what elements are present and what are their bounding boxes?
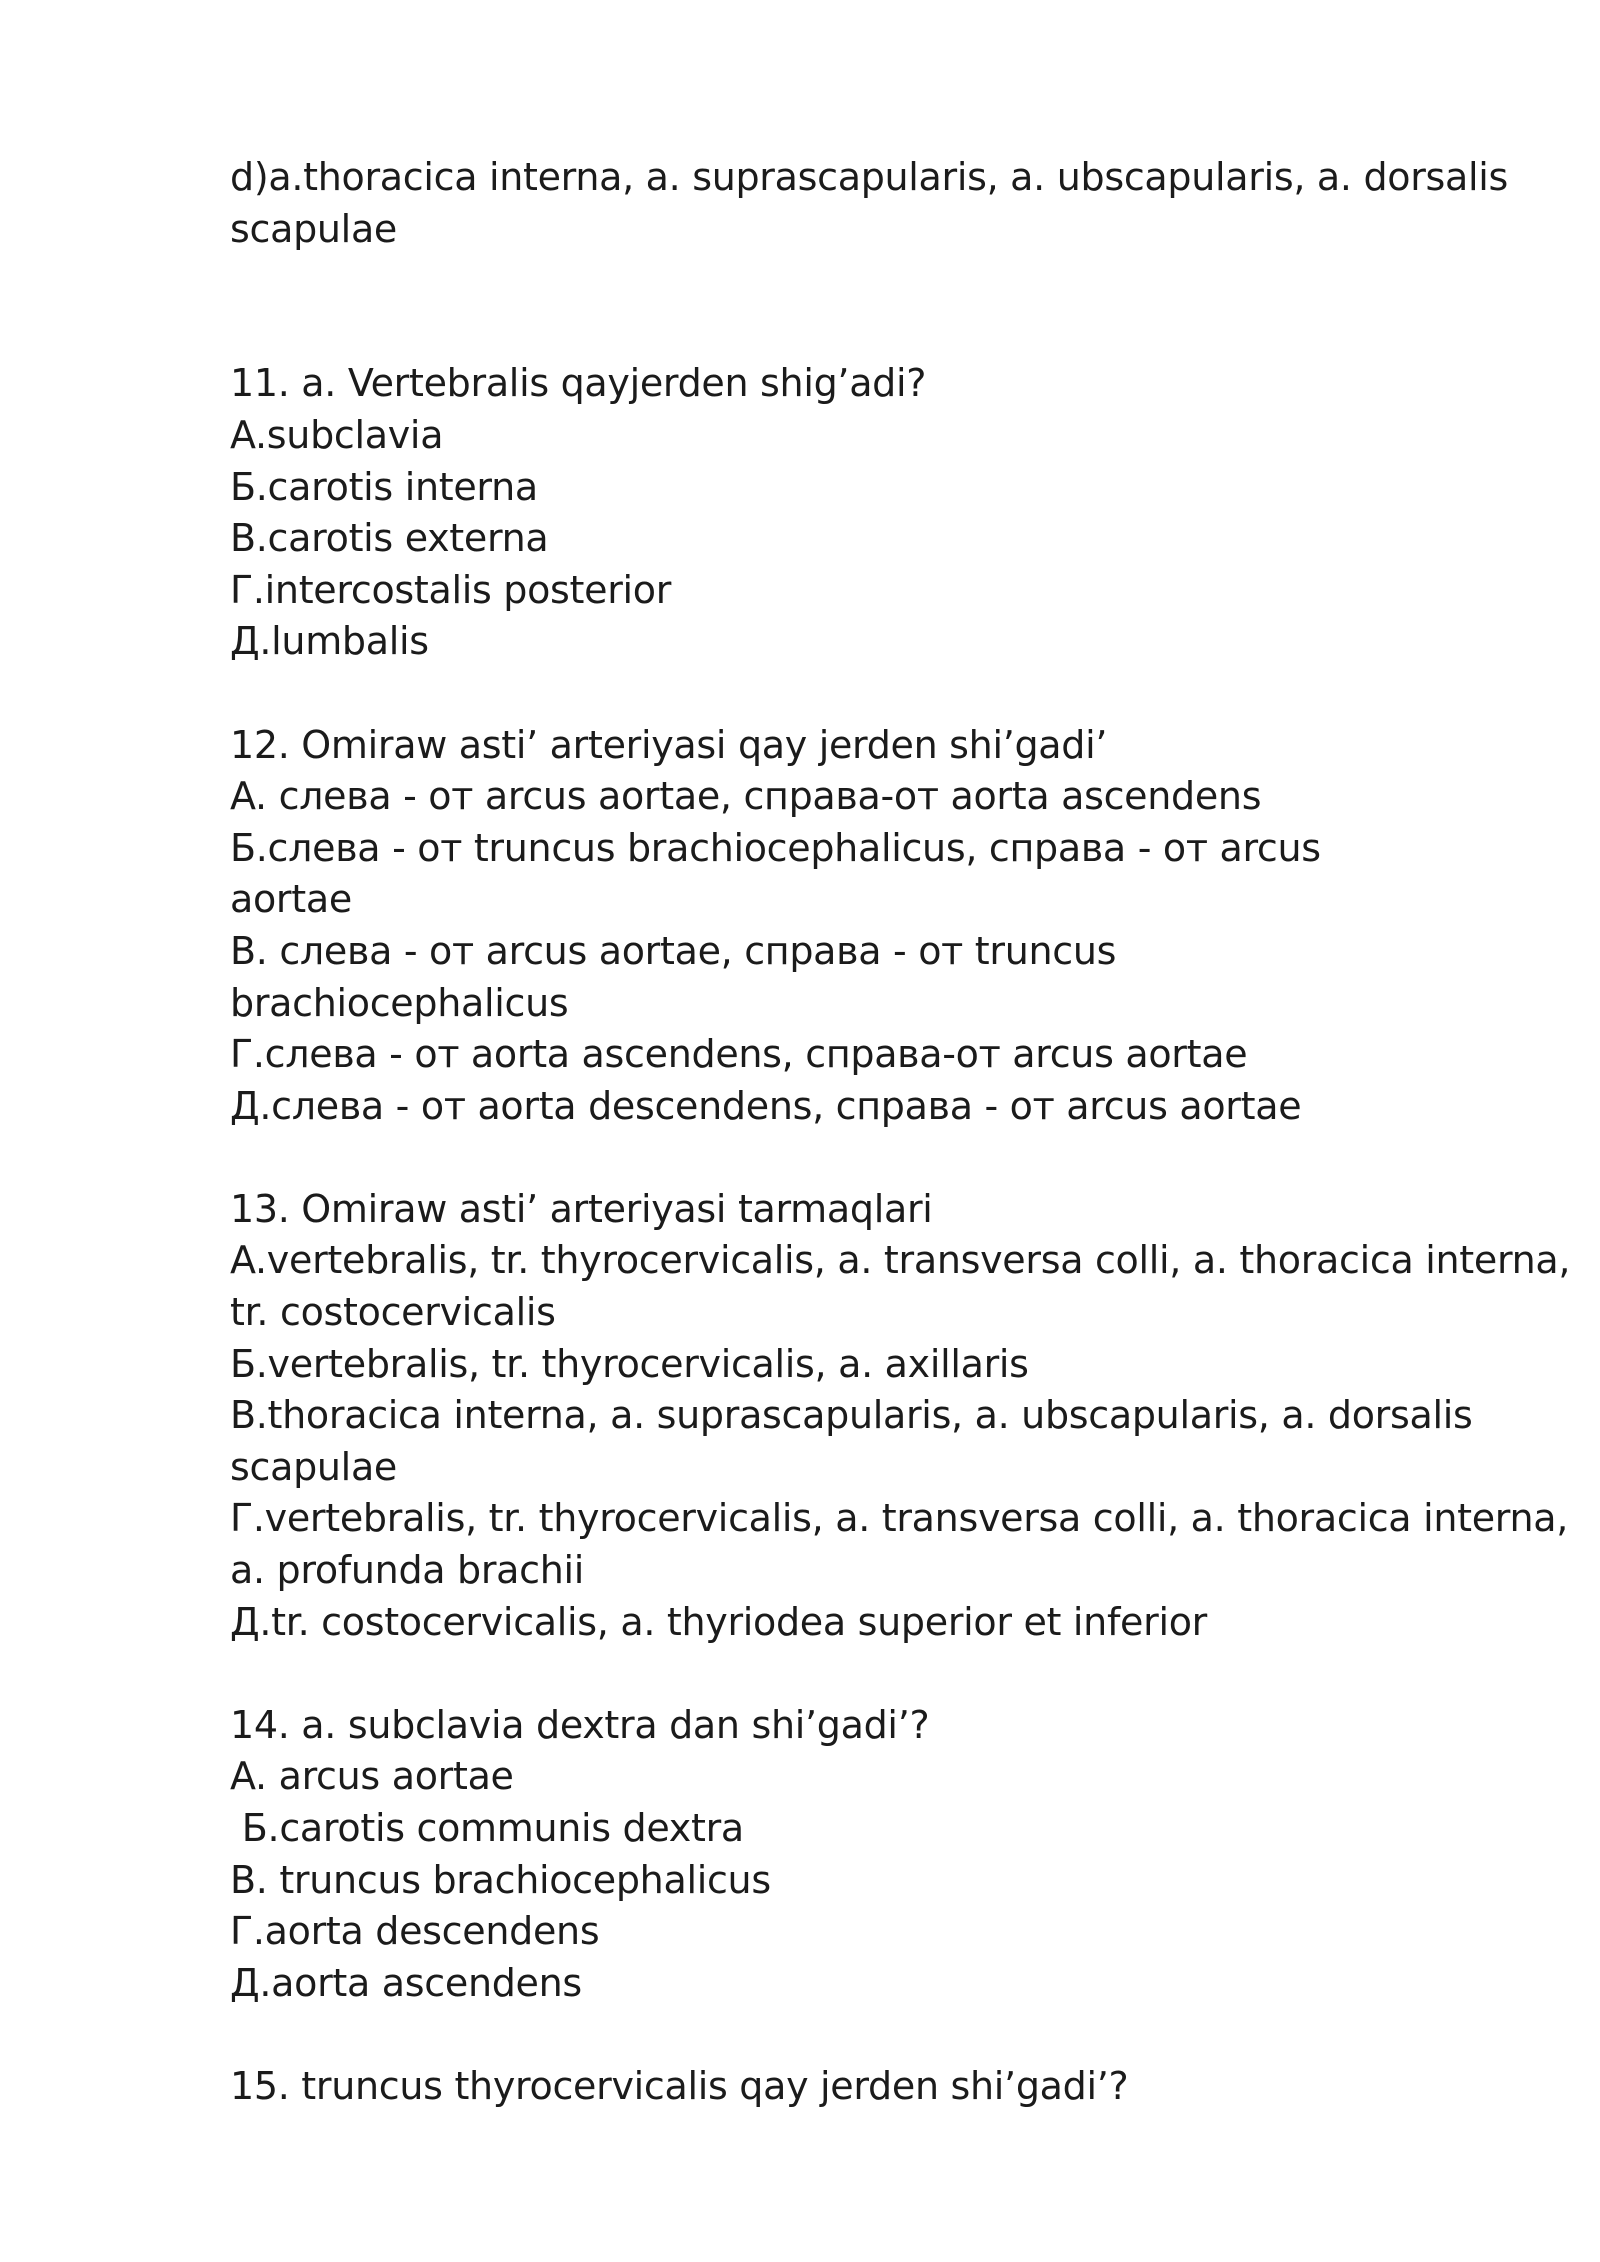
option-line: scapulae: [230, 206, 398, 251]
question-14: [230, 1700, 1530, 2010]
option-b: Б.vertebralis, tr. thyrocervicalis, a. axillaris: [230, 1341, 1029, 1386]
question-text: 13. Omiraw asti’ arteriyasi tarmaqlari: [230, 1186, 933, 1231]
option-v: B.thoracica interna, a. suprascapularis, a. ubscapularis, a. dorsalis: [230, 1393, 1473, 1438]
option-g: Г.intercostalis posterior: [230, 567, 672, 612]
question-text: 12. Omiraw asti’ arteriyasi qay jerden shi’gadi’: [230, 722, 1108, 767]
option-d: Д.tr. costocervicalis, a. thyriodea superior et inferior: [230, 1599, 1207, 1644]
spacer: [230, 1132, 1530, 1184]
option-v: B. truncus brachiocephalicus: [230, 1857, 771, 1902]
option-d: Д.слева - от aorta descendens, справа - от arcus aortae: [230, 1083, 1302, 1128]
option-v-continued: brachiocephalicus: [230, 980, 569, 1025]
option-line: d)a.thoracica interna, a. suprascapularis, a. ubscapularis, a. dorsalis: [230, 155, 1509, 199]
option-d: Д.lumbalis: [230, 619, 429, 664]
spacer: [230, 2009, 1530, 2061]
option-v: B. слева - от arcus aortae, справа - от truncus: [230, 928, 1117, 973]
spacer: [230, 1648, 1530, 1700]
question-11: [230, 358, 1530, 668]
option-a-continued: tr. costocervicalis: [230, 1290, 556, 1335]
question-13: [230, 1184, 1571, 1648]
option-g: Г.vertebralis, tr. thyrocervicalis, a. transversa colli, a. thoracica interna,: [230, 1496, 1568, 1541]
option-d: Д.aorta ascendens: [230, 1960, 582, 2005]
option-b-continued: aortae: [230, 877, 352, 922]
spacer: [230, 668, 1530, 720]
question-text: 11. a. Vertebralis qayjerden shig’adi?: [230, 361, 927, 406]
option-a: A.vertebralis, tr. thyrocervicalis, a. transversa colli, a. thoracica interna,: [230, 1238, 1571, 1283]
option-g-continued: a. profunda brachii: [230, 1548, 585, 1593]
previous-question-option-d: [230, 152, 1530, 255]
option-g: Г.aorta descendens: [230, 1909, 600, 1954]
option-a: A. arcus aortae: [230, 1754, 514, 1799]
option-b: Б.carotis communis dextra: [230, 1806, 744, 1850]
question-text: 14. a. subclavia dextra dan shi’gadi’?: [230, 1702, 930, 1747]
question-text: 15. truncus thyrocervicalis qay jerden shi’gadi’?: [230, 2063, 1129, 2108]
option-g: Г.слева - от aorta ascendens, справа-от arcus aortae: [230, 1032, 1248, 1077]
option-a: A.subclavia: [230, 412, 444, 457]
option-a: A. слева - от arcus aortae, справа-от aorta ascendens: [230, 774, 1262, 819]
question-12: [230, 720, 1530, 1133]
option-v: B.carotis externa: [230, 516, 549, 561]
option-b: Б.слева - от truncus brachiocephalicus, справа - от arcus: [230, 825, 1321, 870]
document-content: [230, 152, 1571, 2113]
spacer: [230, 255, 1530, 358]
option-v-continued: scapulae: [230, 1444, 398, 1489]
question-15: [230, 2061, 1530, 2113]
option-b: Б.carotis interna: [230, 464, 538, 509]
